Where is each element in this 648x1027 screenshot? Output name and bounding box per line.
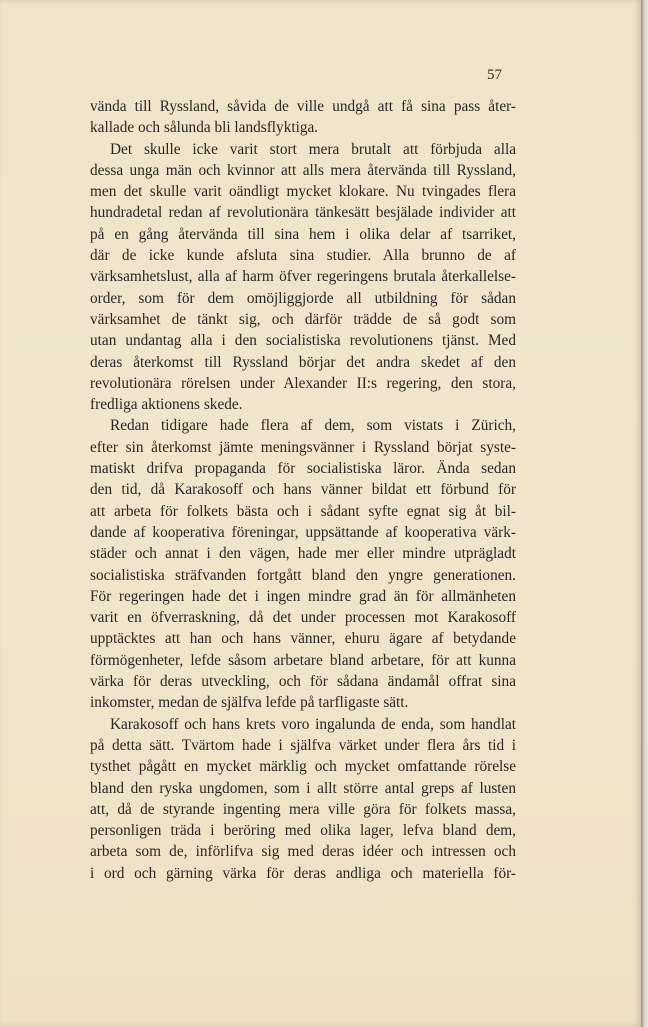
text-line: upptäcktes att han och hans vänner, ehuru ägare af betydande	[90, 630, 516, 648]
text-line: Det skulle icke varit stort mera brutalt att förbjuda alla	[110, 140, 516, 158]
text-line: i ord och gärning värka för deras andliga och materiella för-	[90, 864, 516, 882]
text-line: värka för deras utveckling, och för sådana ändamål offrat sina	[90, 673, 516, 691]
text-line: order, som för dem omöjliggjorde all utbildning för sådan	[90, 289, 516, 307]
text-line: städer och annat i den vägen, hade mer eller mindre utprägladt	[90, 545, 516, 563]
text-line: personligen träda i beröring med olika lager, lefva bland dem,	[90, 822, 516, 840]
text-line: För regeringen hade det i ingen mindre grad än för allmänheten	[90, 587, 516, 605]
text-line: arbeta som de, införlifva sig med deras idéer och intressen och	[90, 843, 516, 861]
text-line: bland den ryska ungdomen, som i allt större antal greps af lusten	[90, 779, 516, 797]
body-text	[90, 96, 516, 884]
text-line: men det skulle varit oändligt mycket klokare. Nu tvingades flera	[90, 183, 516, 201]
text-line: utan undantag alla i den socialistiska revolutionens tjänst. Med	[90, 332, 516, 350]
text-line: där de icke kunde afsluta sina studier. Alla brunno de af	[90, 247, 516, 265]
text-line: att, då de styrande ingenting mera ville göra för folkets massa,	[90, 800, 516, 818]
paragraph-3	[90, 415, 516, 713]
text-line: Karakosoff och hans krets voro ingalunda de enda, som handlat	[110, 715, 516, 733]
page-edge	[641, 0, 648, 1027]
text-line: matiskt drifva propaganda för socialistiska läror. Ända sedan	[90, 460, 516, 478]
paragraph-2	[90, 139, 516, 416]
text-line: förmögenheter, lefde såsom arbetare bland arbetare, för att kunna	[90, 651, 516, 669]
text-line: den tid, då Karakosoff och hans vänner bildat ett förbund för	[90, 481, 516, 499]
text-line: fredliga aktionens skede.	[90, 396, 243, 414]
text-line: värksamhetslust, alla af harm öfver regeringens brutala återkallelse-	[90, 268, 516, 286]
text-line: tysthet pågått en mycket märklig och mycket omfattande rörelse	[90, 758, 516, 776]
text-line: revolutionära rörelsen under Alexander II:s regering, den stora,	[90, 374, 516, 392]
paragraph-4	[90, 714, 516, 884]
text-line: kallade och sålunda bli landsflyktiga.	[90, 119, 319, 137]
text-line: deras återkomst till Ryssland börjar det andra skedet af den	[90, 353, 516, 371]
text-line: på en gång återvända till sina hem i olika delar af tsarriket,	[90, 225, 516, 243]
text-line: dessa unga män och kvinnor att alls mera återvända till Ryssland,	[90, 161, 516, 179]
text-line: dande af kooperativa föreningar, uppsättande af kooperativa värk-	[90, 523, 516, 541]
text-line: varit en öfverraskning, då det under processen mot Karakosoff	[90, 609, 516, 627]
text-line: att arbeta för folkets bästa och i sådant syfte egnat sig åt bil-	[90, 502, 516, 520]
text-line: hundradetal redan af revolutionära tänkesätt besjälade individer att	[90, 204, 516, 222]
text-line: socialistiska sträfvanden fortgått bland den yngre generationen.	[90, 566, 516, 584]
text-line: inkomster, medan de själfva lefde på tarfligaste sätt.	[90, 694, 409, 712]
text-line: efter sin återkomst jämte meningsvänner i Ryssland börjat syste-	[90, 438, 516, 456]
text-line: vända till Ryssland, såvida de ville undgå att få sina pass åter-	[90, 98, 516, 115]
paragraph-1	[90, 96, 516, 139]
text-line: på detta sätt. Tvärtom hade i själfva värket under flera års tid i	[90, 736, 516, 754]
text-line: Redan tidigare hade flera af dem, som vistats i Zürich,	[110, 417, 516, 435]
page-number: 57	[487, 67, 502, 83]
text-line: värksamhet de tänkt sig, och därför trädde de så godt som	[90, 310, 516, 328]
